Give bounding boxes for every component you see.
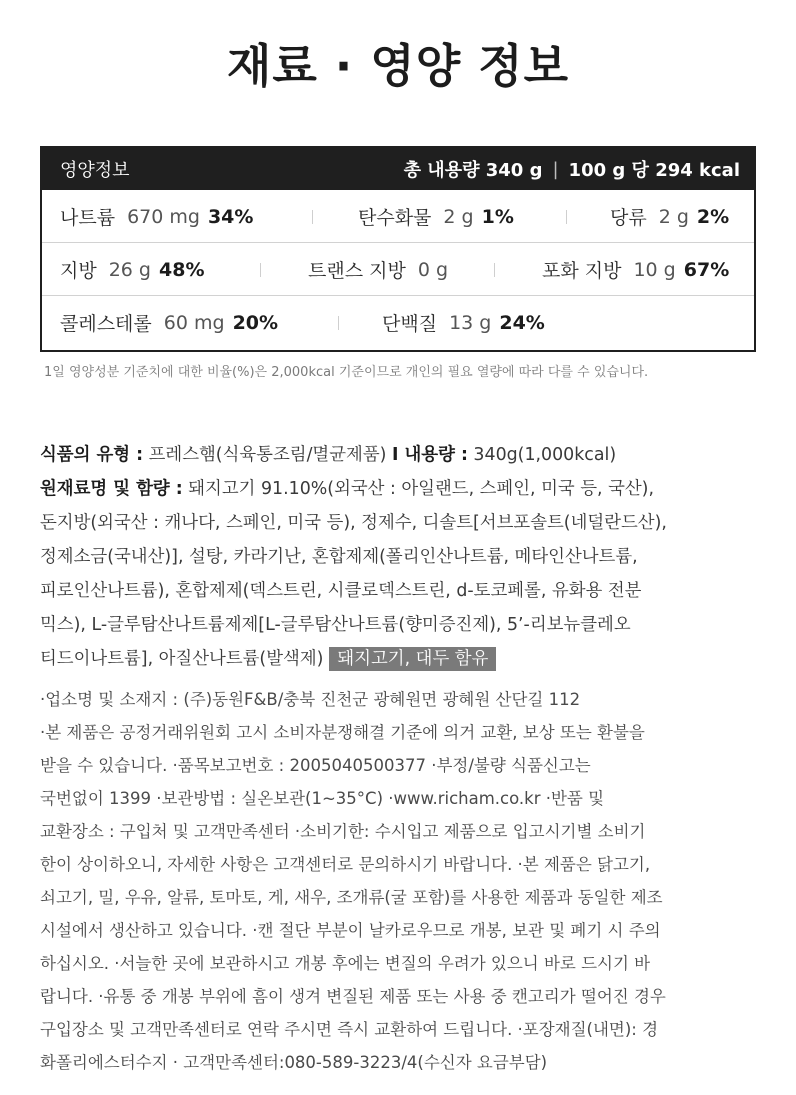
- nutrient-sodium: [60, 190, 253, 243]
- nutrient-name: 지방: [60, 260, 97, 282]
- notice-line: 한이 상이하오니, 자세한 사항은 고객센터로 문의하시기 바랍니다. ·본 제품은 닭고기,: [40, 855, 651, 874]
- nutrient-amount: 2 g: [658, 205, 689, 228]
- ingredients-text-line: 돈지방(외국산 : 캐나다, 스페인, 미국 등), 정제수, 디솔트[서브포솔트(네덜란드산),: [40, 513, 667, 533]
- nutrient-carbohydrate: [358, 190, 514, 243]
- nutrition-header: [42, 148, 754, 190]
- nutrient-name: 탄수화물: [358, 207, 432, 229]
- allergen-badge: 돼지고기, 대두 함유: [329, 647, 496, 671]
- notice-line: 교환장소 : 구입처 및 고객만족센터 ·소비기한: 수시입고 제품으로 입고시기별 소비기: [40, 822, 646, 841]
- nutrient-name: 콜레스테롤: [60, 313, 152, 335]
- nutrient-percent: 2%: [696, 205, 730, 228]
- ingredients-text: 티드이나트륨], 아질산나트륨(발색제): [40, 649, 324, 669]
- notice-line: 받을 수 있습니다. ·품목보고번호 : 2005040500377 ·부정/불량 식품신고는: [40, 756, 591, 775]
- nutrient-name: 포화 지방: [542, 260, 622, 282]
- nutrient-percent: 1%: [481, 205, 514, 228]
- nutrient-sugar: [610, 190, 729, 243]
- calories-per-100g: 100 g 당 294 kcal: [568, 160, 740, 181]
- notice-line: 시설에서 생산하고 있습니다. ·캔 절단 부분이 날카로우므로 개봉, 보관 및 폐기 시 주의: [40, 921, 661, 940]
- nutrition-table: [40, 146, 756, 352]
- ingredients-section: [40, 438, 756, 676]
- nutrient-cholesterol: [60, 296, 278, 349]
- nutrient-amount: 10 g: [633, 258, 676, 281]
- notice-line: 화폴리에스터수지 · 고객만족센터:080-589-3223/4(수신자 요금부담): [40, 1053, 548, 1072]
- notice-line: 하십시오. ·서늘한 곳에 보관하시고 개봉 후에는 변질의 우려가 있으니 바로 드시기 바: [40, 954, 651, 973]
- food-type-value: 프레스햄(식육통조림/멸균제품): [143, 445, 392, 465]
- cell-divider: [494, 263, 495, 277]
- notice-line: 국번없이 1399 ·보관방법 : 실온보관(1~35°C) ·www.richam.co.kr ·반품 및: [40, 789, 605, 808]
- notice-line: ·업소명 및 소재지 : (주)동원F&B/충북 진천군 광혜원면 광혜원 산단길 112: [40, 690, 581, 709]
- total-content: 총 내용량 340 g: [403, 160, 543, 181]
- food-type-label: 식품의 유형 :: [40, 445, 144, 465]
- notice-line: 랍니다. ·유통 중 개봉 부위에 흠이 생겨 변질된 제품 또는 사용 중 캔고리가 떨어진 경우: [40, 987, 666, 1006]
- nutrient-percent: 24%: [499, 311, 545, 334]
- nutrient-percent: 20%: [232, 311, 279, 334]
- nutrient-percent: 67%: [683, 258, 730, 281]
- nutrient-amount: 0 g: [417, 258, 449, 281]
- nutrient-protein: [382, 296, 545, 349]
- cell-divider: [566, 210, 567, 224]
- raw-materials-line: [40, 472, 756, 506]
- nutrient-fat: [60, 243, 204, 296]
- nutrient-row: [42, 243, 754, 296]
- ingredients-last-line: [40, 642, 756, 676]
- nutrient-name: 당류: [610, 207, 647, 229]
- inline-divider: I: [391, 445, 399, 465]
- nutrition-footnote: 1일 영양성분 기준치에 대한 비율(%)은 2,000kcal 기준이므로 개인의 필요 열량에 따라 다를 수 있습니다.: [44, 365, 649, 380]
- nutrient-trans-fat: [308, 243, 456, 296]
- nutrient-amount: 13 g: [449, 311, 492, 334]
- page-title: 재료 · 영양 정보: [226, 39, 570, 93]
- nutrient-row: [42, 190, 754, 243]
- product-notices: [40, 683, 756, 1079]
- notice-line: 쇠고기, 밀, 우유, 알류, 토마토, 게, 새우, 조개류(굴 포함)를 사용한 제품과 동일한 제조: [40, 888, 663, 907]
- ingredients-text-line: 믹스), L-글루탐산나트륨제제[L-글루탐산나트륨(향미증진제), 5’-리보뉴클레오: [40, 615, 631, 635]
- nutrient-percent: 34%: [207, 205, 254, 228]
- nutrient-amount: 60 mg: [163, 311, 225, 334]
- notice-line: 구입장소 및 고객만족센터로 연락 주시면 즉시 교환하여 드립니다. ·포장재질(내면): 경: [40, 1020, 659, 1039]
- cell-divider: [338, 316, 339, 330]
- header-divider: |: [552, 158, 559, 180]
- nutrient-amount: 26 g: [108, 258, 151, 281]
- raw-materials-value: 돼지고기 91.10%(외국산 : 아일랜드, 스페인, 미국 등, 국산),: [182, 479, 654, 499]
- food-type-line: [40, 438, 756, 472]
- nutrition-totals: [404, 156, 740, 182]
- nutrient-row: [42, 296, 754, 349]
- raw-materials-label: 원재료명 및 함량 :: [40, 479, 183, 499]
- cell-divider: [312, 210, 313, 224]
- nutrient-amount: 670 mg: [127, 205, 200, 228]
- ingredients-text-line: 정제소금(국내산)], 설탕, 카라기난, 혼합제제(폴리인산나트륨, 메타인산나트륨,: [40, 547, 638, 567]
- cell-divider: [260, 263, 261, 277]
- nutrient-percent: 48%: [159, 258, 205, 281]
- nutrient-name: 나트륨: [60, 207, 116, 229]
- ingredients-text-line: 피로인산나트륨), 혼합제제(덱스트린, 시클로덱스트린, d-토코페롤, 유화용 전분: [40, 581, 642, 601]
- volume-label: 내용량 :: [398, 445, 468, 465]
- nutrient-name: 단백질: [382, 313, 438, 335]
- notice-line: ·본 제품은 공정거래위원회 고시 소비자분쟁해결 기준에 의거 교환, 보상 또는 환불을: [40, 723, 645, 742]
- volume-value: 340g(1,000kcal): [467, 445, 617, 465]
- nutrient-saturated-fat: [542, 243, 729, 296]
- nutrient-name: 트랜스 지방: [308, 260, 406, 282]
- nutrition-header-label: 영양정보: [60, 160, 130, 181]
- nutrient-amount: 2 g: [443, 205, 474, 228]
